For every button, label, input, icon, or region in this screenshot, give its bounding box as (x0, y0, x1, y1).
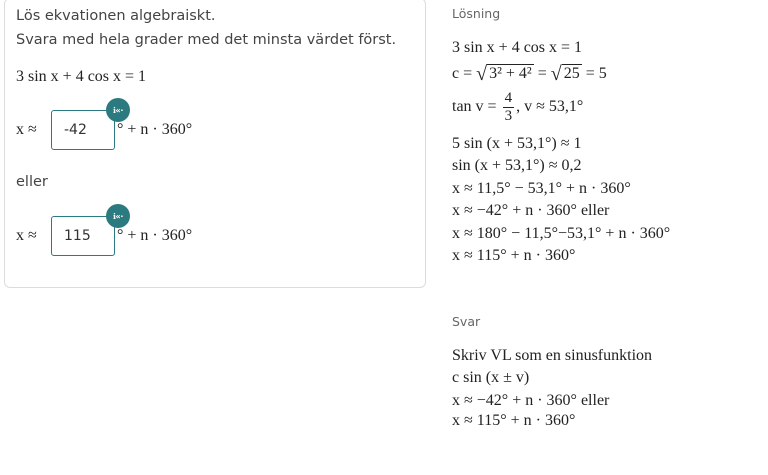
sqrt-2: √ 25 (550, 63, 580, 85)
answer-line-1: Skriv VL som en sinusfunktion (452, 347, 653, 364)
solution-line-2: c = √ 3² + 4² = √ 25 = 5 (452, 63, 607, 85)
solution-heading: Lösning (452, 6, 501, 21)
question-instruction: Lös ekvationen algebraiskt. (16, 8, 216, 24)
math-keyboard-icon[interactable]: ℹ«· (106, 204, 130, 228)
solution-line-1: 3 sin x + 4 cos x = 1 (452, 39, 583, 56)
sqrt-1: √ 3² + 4² (476, 63, 532, 85)
math-keyboard-icon[interactable]: ℹ«· (106, 98, 130, 122)
answer-line-3: x ≈ −42° + n · 360° eller (452, 392, 610, 409)
answer-line-4: x ≈ 115° + n · 360° (452, 412, 576, 429)
fraction: $\frac{4}{3}$ (504, 90, 513, 124)
answer1-prefix: x ≈ (16, 121, 37, 138)
answer-heading: Svar (452, 314, 481, 329)
answer2-suffix: ° + n · 360° (117, 227, 193, 244)
solution-line-5: sin (x + 53,1°) ≈ 0,2 (452, 157, 582, 174)
answer1-input[interactable] (51, 110, 115, 150)
question-equation: 3 sin x + 4 cos x = 1 (16, 68, 147, 85)
answer2-input[interactable] (51, 216, 115, 256)
solution-line-3: tan v = $\frac{4}{3}$ , v ≈ 53,1° (452, 90, 584, 124)
solution-line-7: x ≈ −42° + n · 360° eller (452, 202, 610, 219)
answer1-suffix: ° + n · 360° (117, 121, 193, 138)
answer2-prefix: x ≈ (16, 227, 37, 244)
solution-line-9: x ≈ 115° + n · 360° (452, 247, 576, 264)
solution-line-4: 5 sin (x + 53,1°) ≈ 1 (452, 135, 582, 152)
or-label: eller (16, 174, 48, 190)
question-subinstruction: Svara med hela grader med det minsta värdet först. (16, 32, 397, 48)
solution-line-6: x ≈ 11,5° − 53,1° + n · 360° (452, 180, 631, 197)
answer-line-2: c sin (x ± v) (452, 369, 530, 386)
solution-line-8: x ≈ 180° − 11,5°−53,1° + n · 360° (452, 225, 671, 242)
